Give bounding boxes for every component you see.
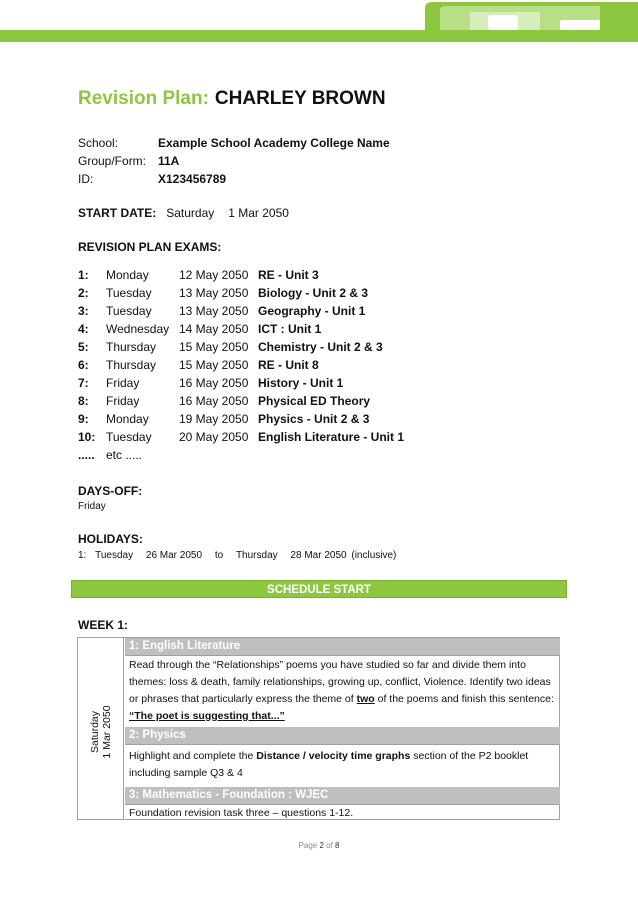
task-body [125,655,560,727]
exam-day: Friday [106,394,140,408]
holiday-note: (inclusive) [351,550,397,561]
info-value: 11A [158,154,180,168]
start-date-day: Saturday [166,206,215,220]
exam-date: 20 May 2050 [179,430,249,444]
footer-total: 8 [335,841,340,850]
info-key: School: [78,136,119,150]
exam-subject: Biology - Unit 2 & 3 [258,286,369,300]
exam-date: 13 May 2050 [179,286,249,300]
exam-subject: RE - Unit 3 [258,268,319,282]
exam-subject: History - Unit 1 [258,376,344,390]
page-footer [0,841,638,850]
exam-num: ..... [78,448,95,462]
exam-day: Tuesday [106,286,152,300]
student-name: CHARLEY BROWN [214,88,386,109]
holiday-num: 1: [78,550,87,561]
exam-num: 1: [78,268,89,282]
start-date-date: 1 Mar 2050 [228,206,289,220]
info-value: Example School Academy College Name [158,136,390,150]
schedule-day-block [77,637,560,820]
exam-day: Monday [106,268,149,282]
exam-subject: RE - Unit 8 [258,358,319,372]
exam-num: 4: [78,322,89,336]
exam-subject: English Literature - Unit 1 [258,430,405,444]
exam-day: Friday [106,376,140,390]
start-date-label: START DATE: [78,206,157,220]
exam-date: 16 May 2050 [179,376,249,390]
exam-date: 16 May 2050 [179,394,249,408]
exam-date: 19 May 2050 [179,412,249,426]
holidays-heading: HOLIDAYS: [78,532,143,546]
exam-num: 6: [78,358,89,372]
footer-of: of [323,841,336,850]
exam-num: 9: [78,412,89,426]
exam-num: 2: [78,286,89,300]
info-row-id [78,172,226,186]
info-row-group [78,154,179,168]
page-title [78,88,386,110]
task-emphasis: Distance / velocity time graphs [256,750,411,762]
days-off-value: Friday [78,501,106,512]
week-label: WEEK 1: [78,618,129,632]
holiday-row [78,550,396,561]
exam-subject: Geography - Unit 1 [258,304,366,318]
task-text: section of the P2 booklet including sample Q3 & 4 [129,750,529,779]
task-heading: 2: Physics [125,727,560,744]
footer-page: 2 [319,841,324,850]
schedule-day: Saturday [89,710,101,754]
exam-day: Wednesday [106,322,170,336]
info-key: ID: [78,172,94,186]
exam-subject: ICT : Unit 1 [258,322,322,336]
holiday-from-date: 26 Mar 2050 [145,550,203,561]
days-off-heading: DAYS-OFF: [78,484,143,498]
schedule-start-bar: SCHEDULE START [71,580,567,598]
task-heading: 3: Mathematics - Foundation : WJEC [125,787,560,804]
exam-day: Thursday [106,358,157,372]
header-banner [0,0,638,46]
task-text: of the poems and finish this sentence: [374,693,554,705]
exam-num: 5: [78,340,89,354]
exam-day: Tuesday [106,430,152,444]
exam-num: 10: [78,430,96,444]
holiday-to-day: Thursday [235,550,278,561]
exam-day: Thursday [106,340,157,354]
holiday-to: to [214,550,224,561]
exam-subject: Physics - Unit 2 & 3 [258,412,370,426]
schedule-date [89,705,113,758]
exam-subject: Physical ED Theory [258,394,371,408]
task-heading: 1: English Literature [125,638,560,655]
task-body [125,744,560,787]
task-body [125,804,560,820]
task-text: Read through the “Relationships” poems you have studied so far and divide them into themes: loss & death, family relationships, growing up, conflict, Violence. Identify two ideas or phrases that particularly express the theme of [129,659,551,705]
exam-day: etc ..... [106,448,143,462]
footer-prefix: Page [298,841,320,850]
exam-num: 8: [78,394,89,408]
exam-num: 3: [78,304,89,318]
task-emphasis: two [356,693,375,705]
exam-subject: Chemistry - Unit 2 & 3 [258,340,383,354]
exam-date: 14 May 2050 [179,322,249,336]
task-emphasis: “The poet is suggesting that...” [129,710,285,722]
schedule-date-value: 1 Mar 2050 [101,705,113,759]
info-key: Group/Form: [78,154,147,168]
exams-heading: REVISION PLAN EXAMS: [78,240,222,254]
exam-num: 7: [78,376,89,390]
exam-date: 15 May 2050 [179,340,249,354]
task-text: Foundation revision task three – questions 1-12. [129,807,354,819]
exam-date: 12 May 2050 [179,268,249,282]
exam-date: 13 May 2050 [179,304,249,318]
info-value: X123456789 [158,172,227,186]
schedule-date-column [78,638,124,819]
exam-day: Monday [106,412,149,426]
start-date [78,206,289,220]
title-label: Revision Plan: [78,88,209,109]
exam-day: Tuesday [106,304,152,318]
holiday-to-date: 28 Mar 2050 [290,550,347,561]
holiday-from-day: Tuesday [95,550,134,561]
exam-date: 15 May 2050 [179,358,249,372]
info-row-school [78,136,390,150]
task-text: Highlight and complete the [129,750,257,762]
